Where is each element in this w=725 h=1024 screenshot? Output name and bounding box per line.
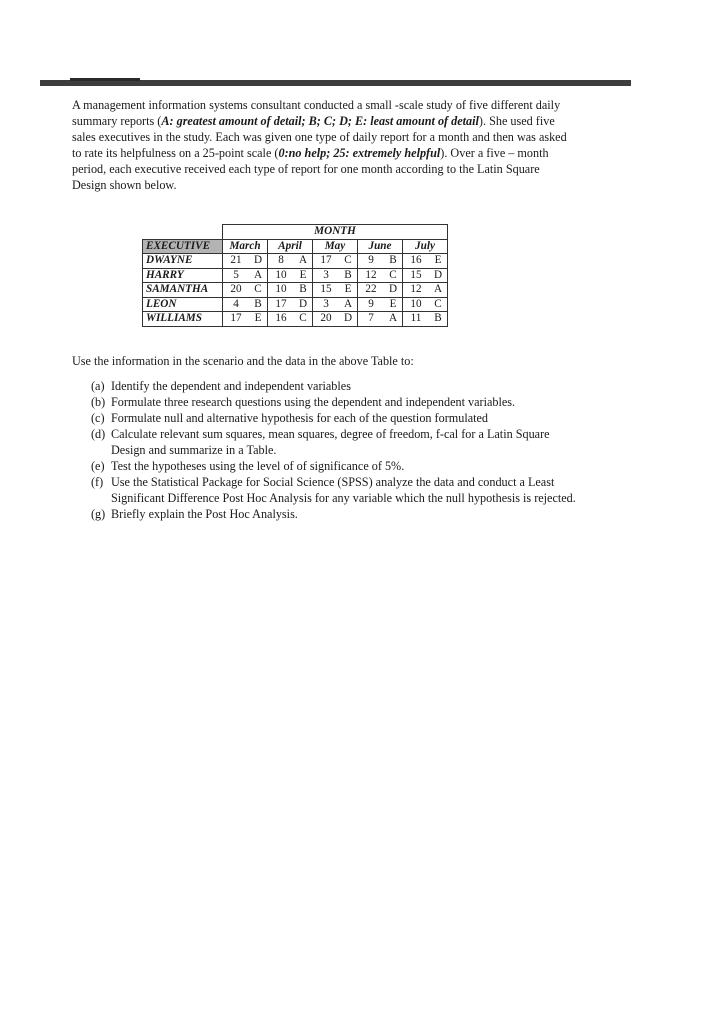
rating-cell: 17	[268, 297, 295, 312]
rating-cell: 16	[268, 312, 295, 327]
table-row	[143, 312, 448, 327]
table-column-header-row	[143, 239, 448, 254]
task-label: (e)	[91, 459, 105, 473]
report-type-cell: C	[339, 254, 358, 269]
rating-cell: 17	[223, 312, 250, 327]
rating-cell: 15	[403, 268, 430, 283]
executive-name: SAMANTHA	[143, 283, 223, 298]
report-type-cell: A	[384, 312, 403, 327]
report-type-cell: A	[339, 297, 358, 312]
task-text: Briefly explain the Post Hoc Analysis.	[111, 507, 298, 521]
task-text: Test the hypotheses using the level of of significance of 5%.	[111, 459, 405, 473]
task-text: Formulate three research questions using the dependent and independent variables.	[111, 395, 516, 409]
report-type-cell: B	[249, 297, 268, 312]
month-july: July	[403, 239, 448, 254]
rating-cell: 12	[358, 268, 385, 283]
report-type-cell: C	[294, 312, 313, 327]
rating-cell: 20	[313, 312, 340, 327]
report-type-cell: A	[429, 283, 448, 298]
scenario-text-1: A management information systems consultant conducted a small -scale study of five different daily summary reports (	[72, 98, 561, 128]
report-type-cell: D	[429, 268, 448, 283]
task-label: (a)	[91, 379, 105, 393]
rating-cell: 22	[358, 283, 385, 298]
instructions-text: Use the information in the scenario and the data in the above Table to:	[72, 354, 414, 368]
table-row	[143, 254, 448, 269]
month-april: April	[268, 239, 313, 254]
scenario-paragraph	[72, 97, 572, 193]
report-types-definition: A: greatest amount of detail; B; C; D; E: least amount of detail	[161, 114, 479, 128]
report-type-cell: B	[384, 254, 403, 269]
rating-cell: 9	[358, 297, 385, 312]
list-item	[91, 378, 581, 394]
task-label: (d)	[91, 427, 106, 441]
task-label: (b)	[91, 395, 106, 409]
report-type-cell: B	[429, 312, 448, 327]
report-type-cell: C	[249, 283, 268, 298]
executive-name: DWAYNE	[143, 254, 223, 269]
list-item	[91, 458, 581, 474]
scenario-text-3: ). Over a five – month period, each executive received each type of report for one month according to the Latin Square Design shown below.	[72, 146, 549, 192]
latin-square-table	[142, 224, 448, 327]
rating-scale-definition: 0:no help; 25: extremely helpful	[278, 146, 441, 160]
report-type-cell: E	[384, 297, 403, 312]
rating-cell: 12	[403, 283, 430, 298]
rating-cell: 15	[313, 283, 340, 298]
executive-header: EXECUTIVE	[143, 239, 223, 254]
report-type-cell: C	[429, 297, 448, 312]
executive-name: WILLIAMS	[143, 312, 223, 327]
rating-cell: 7	[358, 312, 385, 327]
rating-cell: 3	[313, 268, 340, 283]
table-month-header-row	[143, 225, 448, 240]
month-header: MONTH	[223, 225, 448, 240]
report-type-cell: D	[339, 312, 358, 327]
task-text: Formulate null and alternative hypothesis for each of the question formulated	[111, 411, 489, 425]
table-row	[143, 283, 448, 298]
month-may: May	[313, 239, 358, 254]
month-june: June	[358, 239, 403, 254]
report-type-cell: A	[294, 254, 313, 269]
rating-cell: 11	[403, 312, 430, 327]
task-text: Use the Statistical Package for Social Science (SPSS) analyze the data and conduct a Least Significant Difference Post Hoc Analysis for any variable which the null hypothesis is rejected.	[111, 475, 576, 505]
rating-cell: 3	[313, 297, 340, 312]
table-row	[143, 297, 448, 312]
task-list	[91, 378, 581, 522]
task-text: Calculate relevant sum squares, mean squares, degree of freedom, f-cal for a Latin Square Design and summarize in a Table.	[111, 427, 550, 457]
rating-cell: 8	[268, 254, 295, 269]
task-label: (f)	[91, 475, 104, 489]
list-item	[91, 410, 581, 426]
list-item	[91, 474, 581, 506]
report-type-cell: B	[294, 283, 313, 298]
rating-cell: 16	[403, 254, 430, 269]
list-item	[91, 506, 581, 522]
rating-cell: 10	[268, 283, 295, 298]
report-type-cell: A	[249, 268, 268, 283]
rating-cell: 21	[223, 254, 250, 269]
table-row	[143, 268, 448, 283]
rating-cell: 17	[313, 254, 340, 269]
top-divider-tab	[70, 78, 140, 81]
report-type-cell: E	[249, 312, 268, 327]
report-type-cell: D	[249, 254, 268, 269]
executive-name: HARRY	[143, 268, 223, 283]
rating-cell: 9	[358, 254, 385, 269]
report-type-cell: C	[384, 268, 403, 283]
task-text: Identify the dependent and independent variables	[111, 379, 351, 393]
rating-cell: 10	[403, 297, 430, 312]
report-type-cell: B	[339, 268, 358, 283]
rating-cell: 10	[268, 268, 295, 283]
report-type-cell: E	[339, 283, 358, 298]
top-divider-bar	[40, 80, 631, 86]
executive-name: LEON	[143, 297, 223, 312]
rating-cell: 5	[223, 268, 250, 283]
task-label: (g)	[91, 507, 106, 521]
report-type-cell: E	[294, 268, 313, 283]
report-type-cell: E	[429, 254, 448, 269]
table-corner-cell	[143, 225, 223, 240]
month-march: March	[223, 239, 268, 254]
scenario-text-2: ). She used five sales executives in the study. Each was given one type of daily report for a month and then was asked to rate its helpfulness on a 25-point scale (	[72, 114, 567, 160]
rating-cell: 4	[223, 297, 250, 312]
report-type-cell: D	[294, 297, 313, 312]
list-item	[91, 426, 581, 458]
task-label: (c)	[91, 411, 105, 425]
rating-cell: 20	[223, 283, 250, 298]
report-type-cell: D	[384, 283, 403, 298]
list-item	[91, 394, 581, 410]
